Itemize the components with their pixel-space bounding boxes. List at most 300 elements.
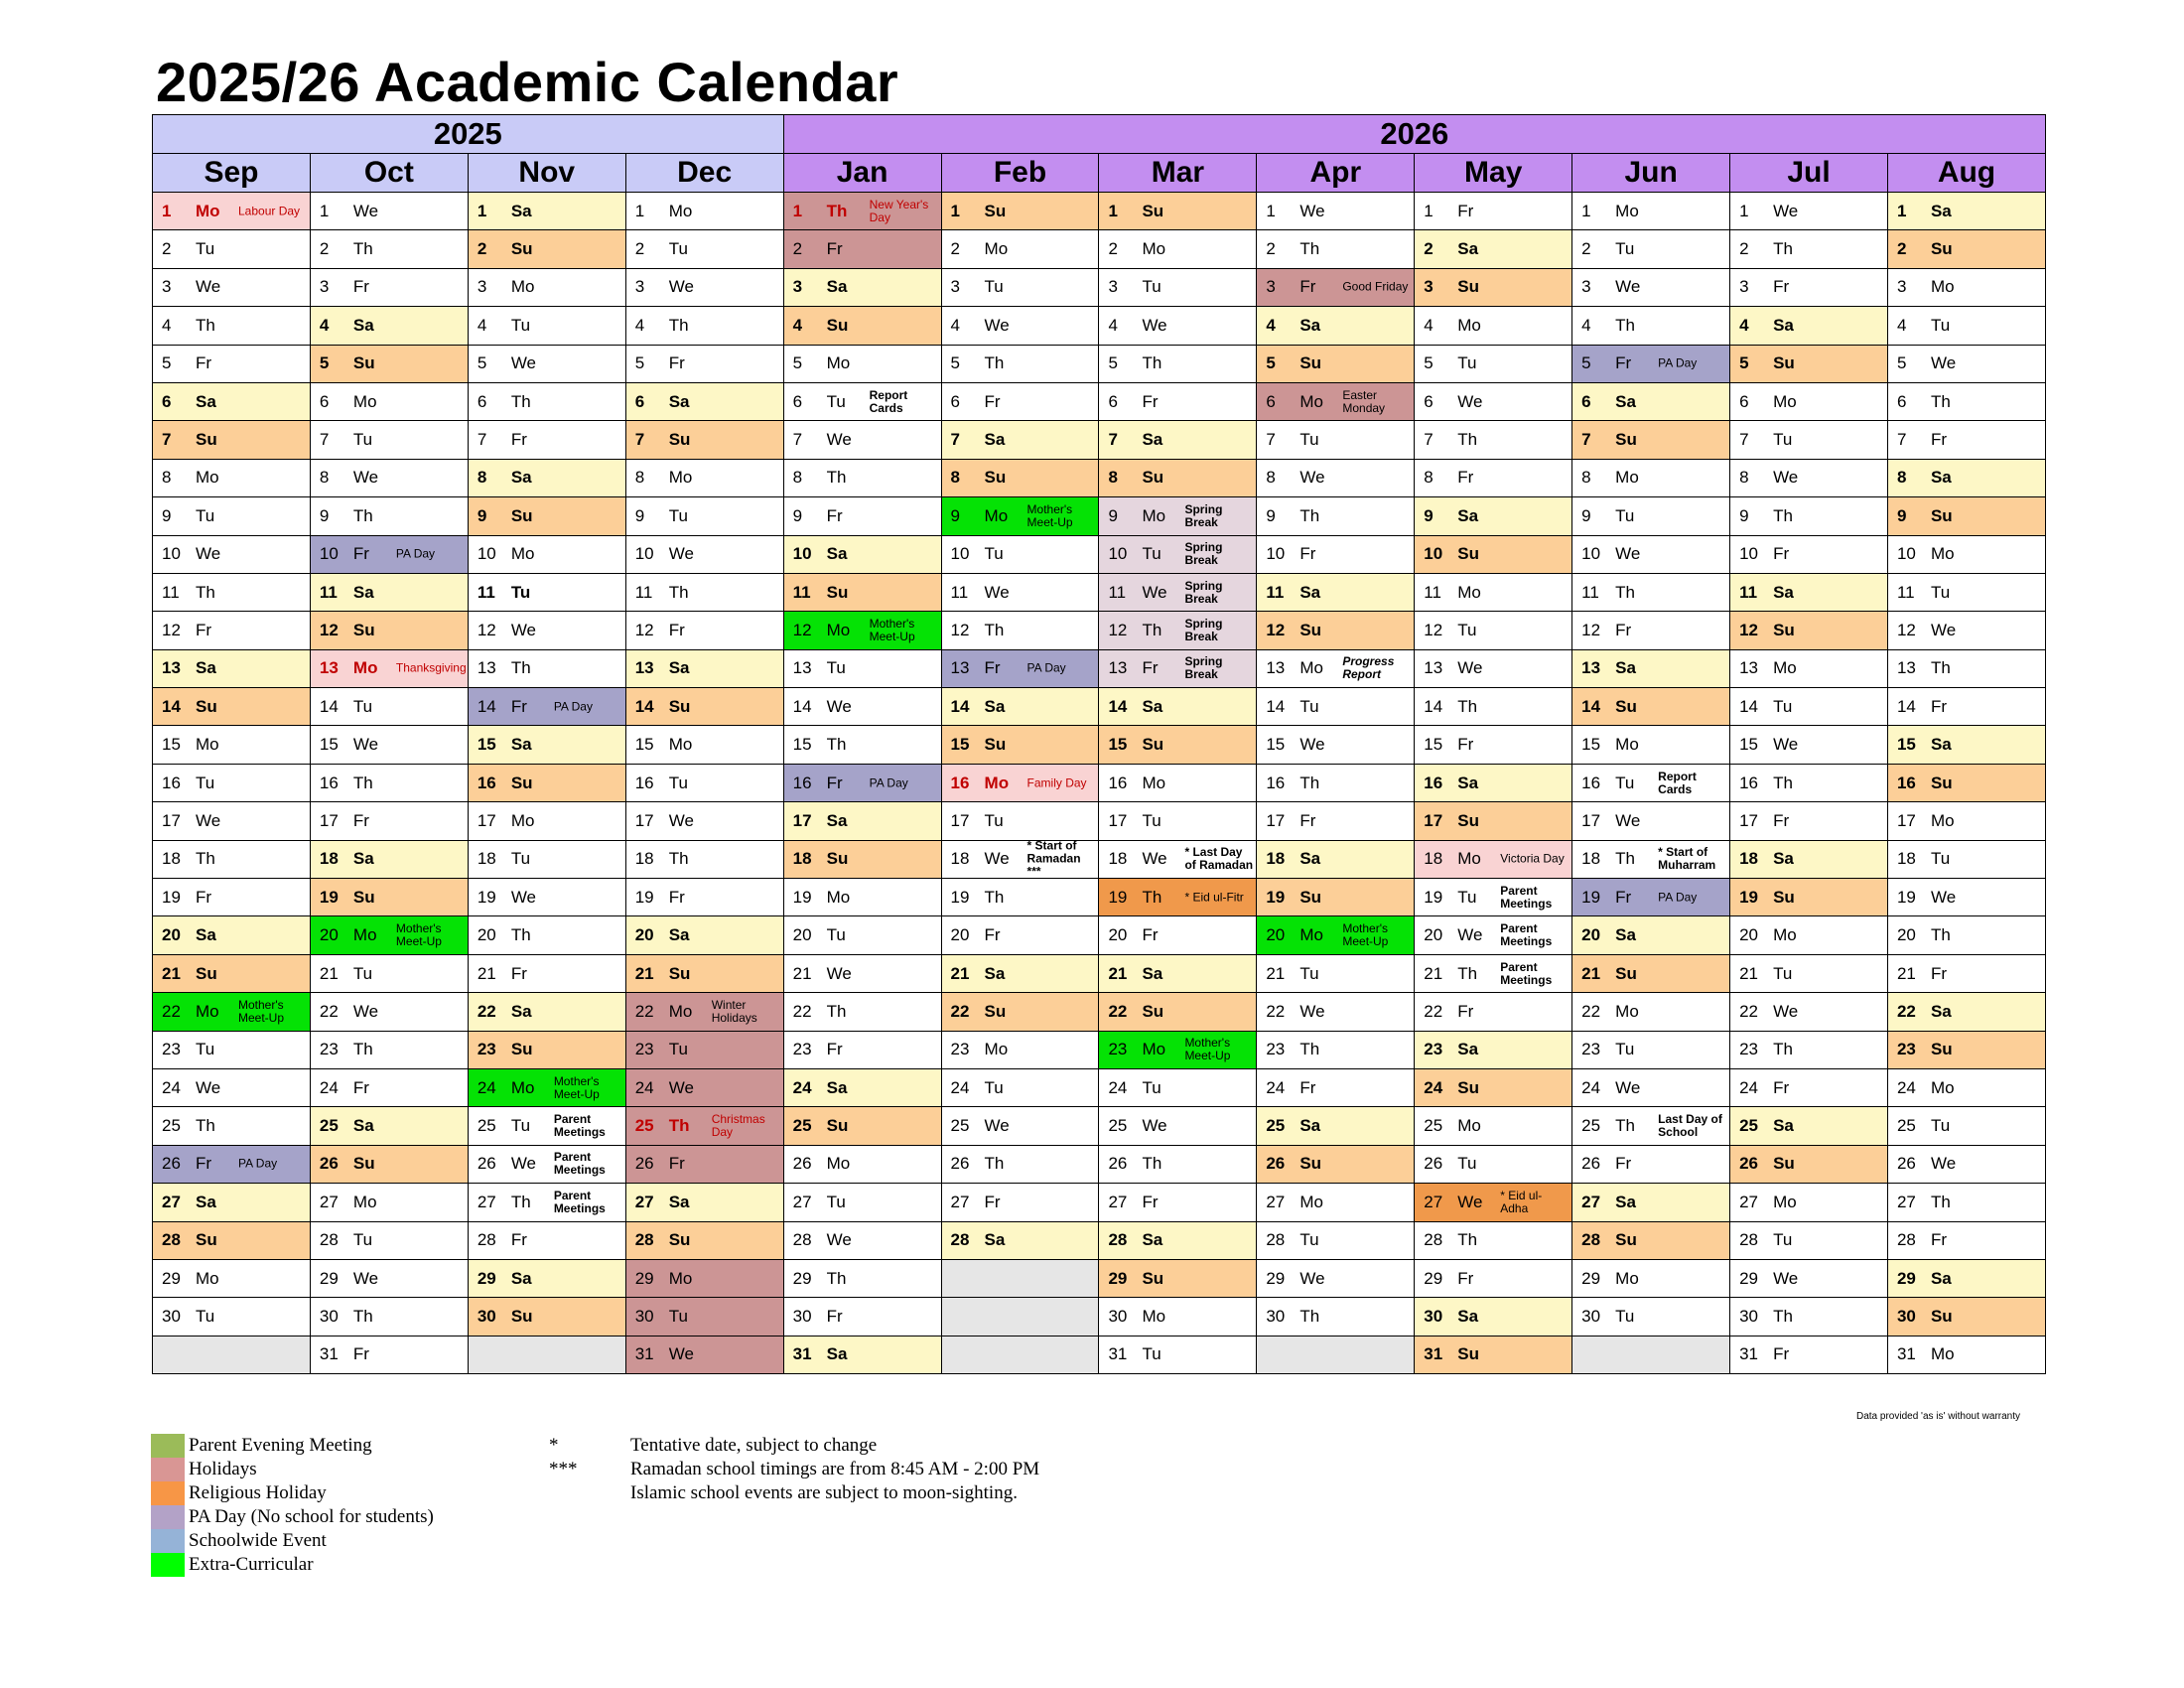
- day-weekday: Th: [1773, 1307, 1793, 1327]
- day-cell-oct-4: [310, 307, 468, 345]
- day-number: 28: [1896, 1230, 1916, 1250]
- day-cell-jun-8: [1572, 459, 1730, 496]
- day-weekday: Tu: [196, 1307, 215, 1327]
- day-weekday: Sa: [196, 1192, 216, 1211]
- day-cell-jun-13: [1572, 649, 1730, 687]
- day-number: 3: [1739, 277, 1749, 297]
- day-cell-jan-5: [783, 345, 941, 382]
- day-weekday: Su: [1930, 1040, 1953, 1059]
- day-weekday: Su: [668, 696, 691, 716]
- day-number: 26: [1266, 1154, 1286, 1174]
- day-number: 19: [1581, 887, 1601, 907]
- day-number: 8: [1108, 468, 1118, 488]
- day-cell-jun-11: [1572, 573, 1730, 611]
- day-number: 1: [162, 201, 172, 220]
- day-number: 17: [162, 810, 181, 830]
- day-cell-mar-24: [1099, 1068, 1257, 1106]
- day-cell-dec-15: [625, 726, 783, 764]
- day-number: 23: [162, 1040, 181, 1059]
- day-cell-oct-10: [310, 535, 468, 573]
- day-number: 5: [1424, 353, 1433, 373]
- day-cell-dec-28: [625, 1221, 783, 1259]
- day-cell-aug-2: [1887, 230, 2045, 268]
- day-cell-nov-17: [468, 802, 625, 840]
- day-number: 21: [1424, 963, 1443, 983]
- day-number: 12: [792, 620, 812, 639]
- day-cell-oct-20: [310, 916, 468, 954]
- day-number: 15: [792, 735, 812, 755]
- day-weekday: Th: [826, 1268, 847, 1288]
- day-number: 10: [792, 544, 812, 564]
- day-cell-jan-27: [783, 1184, 941, 1221]
- day-number: 2: [319, 239, 330, 259]
- day-number: 23: [1108, 1040, 1128, 1059]
- empty-cell: [941, 1259, 1099, 1297]
- day-weekday: Su: [1457, 544, 1479, 564]
- day-cell-jun-23: [1572, 1031, 1730, 1068]
- day-weekday: Fr: [1615, 353, 1632, 373]
- day-number: 14: [1108, 696, 1128, 716]
- day-weekday: Tu: [1299, 1230, 1319, 1250]
- day-number: 22: [319, 1001, 339, 1021]
- day-weekday: Th: [826, 735, 847, 755]
- day-weekday: Mo: [352, 1192, 377, 1211]
- day-weekday: We: [352, 1268, 379, 1288]
- day-cell-nov-10: [468, 535, 625, 573]
- day-weekday: Sa: [1142, 963, 1163, 983]
- day-cell-jan-1: [783, 193, 941, 230]
- day-cell-oct-28: [310, 1221, 468, 1259]
- day-weekday: We: [1299, 735, 1325, 755]
- day-weekday: Th: [826, 201, 848, 220]
- day-number: 16: [634, 773, 654, 792]
- day-cell-dec-3: [625, 268, 783, 306]
- day-weekday: Th: [1299, 505, 1320, 525]
- day-number: 22: [1108, 1001, 1128, 1021]
- day-cell-jun-16: [1572, 764, 1730, 801]
- day-weekday: Su: [826, 582, 849, 602]
- day-number: 11: [1581, 582, 1599, 602]
- day-cell-may-27: [1415, 1184, 1572, 1221]
- day-number: 13: [1896, 658, 1916, 678]
- day-cell-nov-1: [468, 193, 625, 230]
- day-cell-aug-23: [1887, 1031, 2045, 1068]
- day-cell-may-18: [1415, 840, 1572, 878]
- day-number: 28: [1108, 1230, 1128, 1250]
- day-cell-jun-27: [1572, 1184, 1730, 1221]
- day-cell-aug-24: [1887, 1068, 2045, 1106]
- day-number: 27: [792, 1192, 812, 1211]
- day-cell-jul-1: [1730, 193, 1888, 230]
- day-number: 30: [1896, 1307, 1916, 1327]
- day-cell-may-17: [1415, 802, 1572, 840]
- day-number: 9: [950, 505, 960, 525]
- day-cell-apr-19: [1257, 879, 1415, 916]
- day-number: 14: [1739, 696, 1758, 716]
- day-cell-jan-2: [783, 230, 941, 268]
- day-cell-mar-31: [1099, 1336, 1257, 1373]
- day-weekday: We: [1930, 1154, 1957, 1174]
- day-number: 10: [1108, 544, 1128, 564]
- day-cell-apr-7: [1257, 421, 1415, 459]
- day-weekday: Fr: [1930, 963, 1948, 983]
- day-cell-jan-28: [783, 1221, 941, 1259]
- event-label: Family Day: [1026, 775, 1087, 790]
- day-number: 15: [1739, 735, 1758, 755]
- event-label: PA Day: [1026, 660, 1066, 675]
- day-row: [153, 459, 2046, 496]
- day-number: 5: [1896, 353, 1907, 373]
- day-weekday: Sa: [510, 735, 532, 755]
- day-cell-feb-8: [941, 459, 1099, 496]
- day-number: 1: [1108, 201, 1118, 220]
- day-number: 2: [477, 239, 487, 259]
- day-cell-jul-7: [1730, 421, 1888, 459]
- day-number: 6: [1424, 391, 1433, 411]
- day-cell-apr-6: [1257, 382, 1415, 420]
- day-cell-dec-4: [625, 307, 783, 345]
- day-weekday: Mo: [1299, 391, 1323, 411]
- day-weekday: Fr: [668, 620, 685, 639]
- day-number: 4: [162, 315, 172, 335]
- month-header-jun: Jun: [1572, 154, 1730, 193]
- day-number: 19: [477, 887, 496, 907]
- day-row: [153, 345, 2046, 382]
- day-cell-feb-9: [941, 497, 1099, 535]
- day-weekday: Sa: [510, 201, 532, 220]
- year-header-row: [153, 115, 2046, 154]
- day-cell-jun-21: [1572, 954, 1730, 992]
- day-cell-apr-4: [1257, 307, 1415, 345]
- event-label: Thanksgiving: [395, 660, 467, 675]
- day-number: 2: [1424, 239, 1433, 259]
- day-cell-jan-22: [783, 993, 941, 1031]
- day-number: 26: [1581, 1154, 1601, 1174]
- day-weekday: Su: [826, 849, 849, 869]
- empty-cell: [468, 1336, 625, 1373]
- day-cell-jan-10: [783, 535, 941, 573]
- day-number: 28: [1739, 1230, 1758, 1250]
- day-number: 11: [1739, 582, 1758, 602]
- day-cell-jun-10: [1572, 535, 1730, 573]
- day-weekday: Tu: [196, 239, 215, 259]
- day-cell-dec-29: [625, 1259, 783, 1297]
- day-weekday: Mo: [1142, 1307, 1166, 1327]
- day-cell-aug-29: [1887, 1259, 2045, 1297]
- day-cell-aug-31: [1887, 1336, 2045, 1373]
- day-number: 4: [950, 315, 960, 335]
- day-weekday: We: [510, 353, 537, 373]
- day-cell-jan-26: [783, 1145, 941, 1183]
- day-weekday: Fr: [1142, 658, 1159, 678]
- day-weekday: Su: [1773, 620, 1795, 639]
- day-number: 7: [950, 430, 960, 450]
- event-label: PA Day: [238, 1156, 278, 1171]
- day-cell-apr-10: [1257, 535, 1415, 573]
- day-number: 25: [1108, 1116, 1128, 1136]
- day-cell-jan-8: [783, 459, 941, 496]
- day-weekday: We: [668, 544, 694, 564]
- day-cell-apr-25: [1257, 1107, 1415, 1145]
- day-cell-dec-7: [625, 421, 783, 459]
- day-cell-jun-17: [1572, 802, 1730, 840]
- day-cell-apr-9: [1257, 497, 1415, 535]
- day-number: 19: [950, 887, 970, 907]
- day-weekday: Tu: [1615, 505, 1635, 525]
- day-cell-sep-24: [153, 1068, 311, 1106]
- day-cell-nov-16: [468, 764, 625, 801]
- day-cell-mar-1: [1099, 193, 1257, 230]
- day-number: 17: [1581, 810, 1601, 830]
- empty-cell: [1257, 1336, 1415, 1373]
- day-weekday: Th: [826, 1001, 847, 1021]
- day-weekday: Sa: [1457, 1307, 1479, 1327]
- day-cell-feb-14: [941, 688, 1099, 726]
- day-weekday: Th: [1457, 696, 1478, 716]
- day-number: 24: [477, 1077, 496, 1097]
- day-cell-mar-10: [1099, 535, 1257, 573]
- day-number: 4: [1739, 315, 1749, 335]
- day-number: 17: [1108, 810, 1128, 830]
- day-number: 6: [1266, 391, 1276, 411]
- day-number: 5: [477, 353, 487, 373]
- day-number: 9: [792, 505, 803, 525]
- day-weekday: Mo: [1773, 925, 1797, 945]
- day-cell-oct-18: [310, 840, 468, 878]
- event-label: Mother's Meet-Up: [1026, 501, 1073, 529]
- day-weekday: Tu: [984, 810, 1004, 830]
- day-weekday: Sa: [1773, 582, 1794, 602]
- day-cell-jan-21: [783, 954, 941, 992]
- note-item: [549, 1434, 1039, 1458]
- day-cell-feb-24: [941, 1068, 1099, 1106]
- day-cell-nov-29: [468, 1259, 625, 1297]
- day-weekday: Su: [510, 1307, 533, 1327]
- day-cell-aug-10: [1887, 535, 2045, 573]
- empty-cell: [153, 1336, 311, 1373]
- day-number: 6: [1108, 391, 1118, 411]
- day-number: 24: [1424, 1077, 1443, 1097]
- day-number: 13: [792, 658, 812, 678]
- day-cell-aug-20: [1887, 916, 2045, 954]
- day-number: 26: [634, 1154, 654, 1174]
- day-number: 11: [634, 582, 653, 602]
- day-cell-sep-18: [153, 840, 311, 878]
- day-weekday: Sa: [352, 582, 374, 602]
- day-weekday: Th: [352, 773, 373, 792]
- day-weekday: Fr: [668, 887, 685, 907]
- day-weekday: Su: [668, 430, 691, 450]
- day-cell-mar-2: [1099, 230, 1257, 268]
- day-weekday: Su: [352, 887, 375, 907]
- day-number: 6: [1896, 391, 1907, 411]
- day-number: 25: [950, 1116, 970, 1136]
- day-cell-jun-5: [1572, 345, 1730, 382]
- day-number: 25: [792, 1116, 812, 1136]
- day-weekday: We: [1457, 925, 1483, 945]
- day-weekday: Th: [1142, 887, 1162, 907]
- day-weekday: Th: [1457, 963, 1478, 983]
- day-cell-jan-15: [783, 726, 941, 764]
- day-weekday: We: [984, 1116, 1010, 1136]
- day-weekday: Tu: [352, 963, 373, 983]
- day-weekday: Th: [1299, 773, 1320, 792]
- day-weekday: Tu: [984, 1077, 1004, 1097]
- day-cell-jul-4: [1730, 307, 1888, 345]
- day-number: 26: [319, 1154, 339, 1174]
- day-row: [153, 688, 2046, 726]
- day-number: 22: [162, 1001, 181, 1021]
- day-number: 29: [1581, 1268, 1601, 1288]
- day-cell-jul-17: [1730, 802, 1888, 840]
- day-number: 3: [1896, 277, 1907, 297]
- day-weekday: Th: [1615, 582, 1635, 602]
- day-weekday: Fr: [826, 1040, 843, 1059]
- day-weekday: Mo: [1773, 1192, 1797, 1211]
- day-weekday: Su: [1457, 1344, 1479, 1364]
- day-number: 29: [1266, 1268, 1286, 1288]
- day-number: 9: [1108, 505, 1118, 525]
- day-number: 3: [319, 277, 330, 297]
- day-cell-nov-18: [468, 840, 625, 878]
- month-header-jan: Jan: [783, 154, 941, 193]
- day-weekday: Th: [1457, 1230, 1478, 1250]
- event-label: PA Day: [1658, 355, 1698, 370]
- day-number: 24: [792, 1077, 812, 1097]
- day-row: [153, 993, 2046, 1031]
- day-cell-jun-15: [1572, 726, 1730, 764]
- day-cell-mar-16: [1099, 764, 1257, 801]
- note-text: Islamic school events are subject to moon-sighting.: [630, 1482, 1018, 1503]
- day-weekday: Su: [1615, 963, 1637, 983]
- event-label: Report Cards: [1658, 769, 1697, 796]
- day-weekday: Mo: [668, 468, 693, 488]
- day-cell-jan-7: [783, 421, 941, 459]
- day-weekday: We: [1299, 1001, 1325, 1021]
- day-number: 20: [634, 925, 654, 945]
- day-cell-oct-13: [310, 649, 468, 687]
- day-weekday: Th: [1457, 430, 1478, 450]
- day-weekday: Sa: [668, 1192, 690, 1211]
- day-cell-sep-12: [153, 612, 311, 649]
- event-label: Mother's Meet-Up: [1184, 1036, 1231, 1063]
- day-cell-dec-14: [625, 688, 783, 726]
- day-cell-oct-11: [310, 573, 468, 611]
- day-weekday: Fr: [352, 1077, 369, 1097]
- day-number: 21: [1108, 963, 1128, 983]
- day-number: 7: [1739, 430, 1749, 450]
- day-cell-dec-21: [625, 954, 783, 992]
- day-number: 27: [319, 1192, 339, 1211]
- day-number: 22: [634, 1001, 654, 1021]
- day-weekday: Th: [668, 849, 689, 869]
- day-number: 8: [162, 468, 172, 488]
- day-cell-nov-13: [468, 649, 625, 687]
- day-row: [153, 268, 2046, 306]
- day-cell-jul-29: [1730, 1259, 1888, 1297]
- day-cell-jul-22: [1730, 993, 1888, 1031]
- day-weekday: Su: [1142, 1001, 1164, 1021]
- day-weekday: Th: [196, 582, 215, 602]
- day-weekday: Sa: [984, 430, 1006, 450]
- day-number: 16: [1108, 773, 1128, 792]
- day-cell-nov-26: [468, 1145, 625, 1183]
- event-label: Parent Meetings: [1500, 921, 1553, 949]
- day-cell-may-16: [1415, 764, 1572, 801]
- day-number: 4: [634, 315, 645, 335]
- day-number: 18: [950, 849, 970, 869]
- day-number: 8: [319, 468, 330, 488]
- day-weekday: Th: [1142, 353, 1162, 373]
- day-number: 20: [1896, 925, 1916, 945]
- day-weekday: We: [826, 963, 852, 983]
- day-cell-aug-13: [1887, 649, 2045, 687]
- day-number: 6: [1739, 391, 1749, 411]
- legend-label: PA Day (No school for students): [189, 1506, 434, 1527]
- day-number: 1: [1266, 201, 1276, 220]
- legend-swatch: [151, 1434, 185, 1458]
- day-number: 10: [162, 544, 181, 564]
- event-label: Parent Meetings: [553, 1188, 606, 1215]
- day-cell-nov-2: [468, 230, 625, 268]
- day-number: 23: [319, 1040, 339, 1059]
- day-cell-jan-4: [783, 307, 941, 345]
- day-cell-nov-9: [468, 497, 625, 535]
- day-cell-oct-31: [310, 1336, 468, 1373]
- day-cell-jul-31: [1730, 1336, 1888, 1373]
- day-number: 16: [477, 773, 496, 792]
- day-cell-sep-11: [153, 573, 311, 611]
- day-cell-oct-15: [310, 726, 468, 764]
- day-cell-sep-29: [153, 1259, 311, 1297]
- event-label: Christmas Day: [711, 1112, 765, 1140]
- day-number: 26: [950, 1154, 970, 1174]
- day-cell-jun-6: [1572, 382, 1730, 420]
- day-cell-may-26: [1415, 1145, 1572, 1183]
- day-cell-may-29: [1415, 1259, 1572, 1297]
- day-number: 23: [950, 1040, 970, 1059]
- day-number: 30: [477, 1307, 496, 1327]
- day-number: 7: [1266, 430, 1276, 450]
- day-weekday: Th: [352, 239, 373, 259]
- day-cell-mar-12: [1099, 612, 1257, 649]
- day-weekday: Fr: [1142, 1192, 1159, 1211]
- day-number: 19: [1424, 887, 1443, 907]
- note-symbol: *: [549, 1435, 559, 1456]
- day-cell-dec-18: [625, 840, 783, 878]
- notes: [549, 1434, 1039, 1505]
- day-cell-jul-16: [1730, 764, 1888, 801]
- day-number: 12: [1266, 620, 1286, 639]
- day-number: 14: [1266, 696, 1286, 716]
- day-number: 5: [1739, 353, 1749, 373]
- day-cell-nov-3: [468, 268, 625, 306]
- day-weekday: Sa: [352, 849, 374, 869]
- day-weekday: Tu: [1299, 696, 1319, 716]
- day-number: 11: [1108, 582, 1127, 602]
- day-cell-jul-18: [1730, 840, 1888, 878]
- day-cell-sep-6: [153, 382, 311, 420]
- day-cell-feb-7: [941, 421, 1099, 459]
- month-header-dec: Dec: [625, 154, 783, 193]
- event-label: Mother's Meet-Up: [395, 921, 442, 949]
- day-cell-aug-16: [1887, 764, 2045, 801]
- day-cell-jun-1: [1572, 193, 1730, 230]
- day-number: 21: [319, 963, 339, 983]
- day-weekday: Mo: [1615, 735, 1639, 755]
- day-weekday: Tu: [1142, 810, 1161, 830]
- day-cell-nov-25: [468, 1107, 625, 1145]
